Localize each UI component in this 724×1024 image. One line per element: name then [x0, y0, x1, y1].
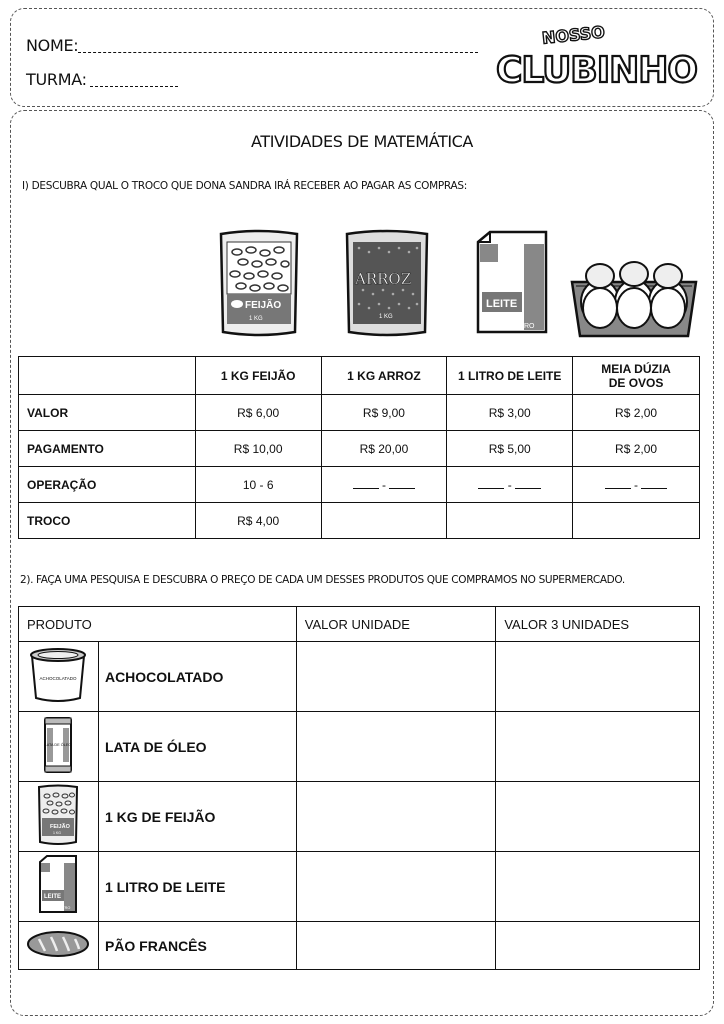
bread-roll-icon: [25, 929, 91, 959]
table-row: [19, 852, 700, 922]
answer-cell[interactable]: [296, 642, 496, 712]
logo-top-text: NOSSO: [541, 22, 606, 48]
product-name: 1 KG DE FEIJÃO: [98, 782, 296, 852]
egg-carton-icon: [568, 258, 700, 340]
blank-line[interactable]: [641, 478, 667, 489]
col-header: PRODUTO: [19, 607, 297, 642]
price-research-table: [18, 606, 700, 970]
blank-line[interactable]: [353, 478, 379, 489]
product-name: PÃO FRANCÊS: [98, 922, 296, 970]
answer-cell[interactable]: [447, 503, 573, 539]
product-name: ACHOCOLATADO: [98, 642, 296, 712]
class-label: TURMA:: [26, 70, 87, 89]
operation-blank-cell[interactable]: [447, 467, 573, 503]
col-header: MEIA DÚZIA DE OVOS: [573, 357, 700, 395]
answer-cell[interactable]: [573, 503, 700, 539]
table-row: [19, 395, 700, 431]
answer-cell[interactable]: [496, 782, 700, 852]
row-label: OPERAÇÃO: [19, 467, 196, 503]
arroz-bag-icon: [343, 228, 431, 340]
minus-sign: -: [381, 477, 386, 492]
table-row: [19, 431, 700, 467]
table-row: [19, 642, 700, 712]
feijao-small-weight: 1 KG: [53, 831, 62, 835]
icon-cell: [19, 642, 99, 712]
page-title: ATIVIDADES DE MATEMÁTICA: [251, 132, 473, 151]
operation-blank-cell[interactable]: [321, 467, 447, 503]
minus-sign: -: [634, 477, 639, 492]
blank-line[interactable]: [515, 478, 541, 489]
col-header: 1 KG FEIJÃO: [195, 357, 321, 395]
minus-sign: -: [507, 477, 512, 492]
arroz-bag-text: ARROZ: [355, 270, 412, 288]
answer-cell[interactable]: [296, 782, 496, 852]
logo-main-text: CLUBINHO: [496, 50, 698, 91]
table-row: [19, 357, 700, 395]
table-cell: R$ 20,00: [321, 431, 447, 467]
icon-cell: [19, 712, 99, 782]
leite-carton-text: LEITE: [486, 298, 518, 310]
oil-can-icon: [41, 714, 75, 776]
answer-cell[interactable]: [496, 712, 700, 782]
icon-cell: [19, 852, 99, 922]
table-row: [19, 503, 700, 539]
feijao-bag-icon: [215, 228, 303, 340]
blank-line[interactable]: [478, 478, 504, 489]
answer-cell[interactable]: [321, 503, 447, 539]
col-header: 1 LITRO DE LEITE: [447, 357, 573, 395]
answer-cell[interactable]: [496, 642, 700, 712]
answer-cell[interactable]: [496, 852, 700, 922]
can-label-text: ACHOCOLATADO: [39, 676, 78, 681]
product-name: 1 LITRO DE LEITE: [98, 852, 296, 922]
oil-label-text: LATA DE ÓLEO: [45, 743, 72, 747]
leite-small-text: LEITE: [44, 894, 62, 900]
col-header: VALOR 3 UNIDADES: [496, 607, 700, 642]
table-row: [19, 922, 700, 970]
row-label: TROCO: [19, 503, 196, 539]
row-label: PAGAMENTO: [19, 431, 196, 467]
col-header: VALOR UNIDADE: [296, 607, 496, 642]
icon-cell: [19, 922, 99, 970]
blank-line[interactable]: [605, 478, 631, 489]
question-2: 2). FAÇA UMA PESQUISA E DESCUBRA O PREÇO DE CADA UM DESSES PRODUTOS QUE COMPRAMOS NO SUPERMERCADO.: [20, 574, 625, 586]
blank-line[interactable]: [389, 478, 415, 489]
leite-small-volume: 1 LITRO: [56, 906, 71, 910]
leite-carton-icon: [472, 228, 552, 340]
table-row: [19, 467, 700, 503]
row-label: VALOR: [19, 395, 196, 431]
feijao-bag-small-icon: [36, 784, 80, 846]
table-cell: R$ 4,00: [195, 503, 321, 539]
answer-cell[interactable]: [296, 712, 496, 782]
question-1: I) DESCUBRA QUAL O TROCO QUE DONA SANDRA IRÁ RECEBER AO PAGAR AS COMPRAS:: [22, 180, 467, 192]
answer-cell[interactable]: [296, 852, 496, 922]
chocolate-milk-can-icon: [28, 646, 88, 704]
answer-cell[interactable]: [296, 922, 496, 970]
leite-carton-small-icon: [37, 854, 79, 916]
arroz-bag-weight: 1 KG: [379, 314, 393, 320]
feijao-bag-weight: 1 KG: [249, 316, 263, 322]
icon-cell: [19, 782, 99, 852]
col-header: 1 KG ARROZ: [321, 357, 447, 395]
table-cell: R$ 5,00: [447, 431, 573, 467]
table-row: [19, 607, 700, 642]
feijao-small-text: FEIJÃO: [50, 824, 71, 830]
table-row: [19, 782, 700, 852]
name-label: NOME:: [26, 36, 79, 55]
table-cell: R$ 2,00: [573, 431, 700, 467]
table-cell: R$ 2,00: [573, 395, 700, 431]
table-cell: R$ 10,00: [195, 431, 321, 467]
logo: [490, 22, 700, 94]
leite-carton-volume: 1 LITRO: [508, 323, 535, 330]
table-cell: 10 - 6: [195, 467, 321, 503]
table-cell: R$ 6,00: [195, 395, 321, 431]
table-row: [19, 712, 700, 782]
change-table: [18, 356, 700, 539]
class-line[interactable]: [90, 86, 178, 87]
table-cell: R$ 9,00: [321, 395, 447, 431]
feijao-bag-text: FEIJÃO: [245, 300, 282, 311]
table-cell: R$ 3,00: [447, 395, 573, 431]
operation-blank-cell[interactable]: [573, 467, 700, 503]
product-name: LATA DE ÓLEO: [98, 712, 296, 782]
answer-cell[interactable]: [496, 922, 700, 970]
corner-cell: [19, 357, 196, 395]
name-line[interactable]: [78, 52, 478, 53]
